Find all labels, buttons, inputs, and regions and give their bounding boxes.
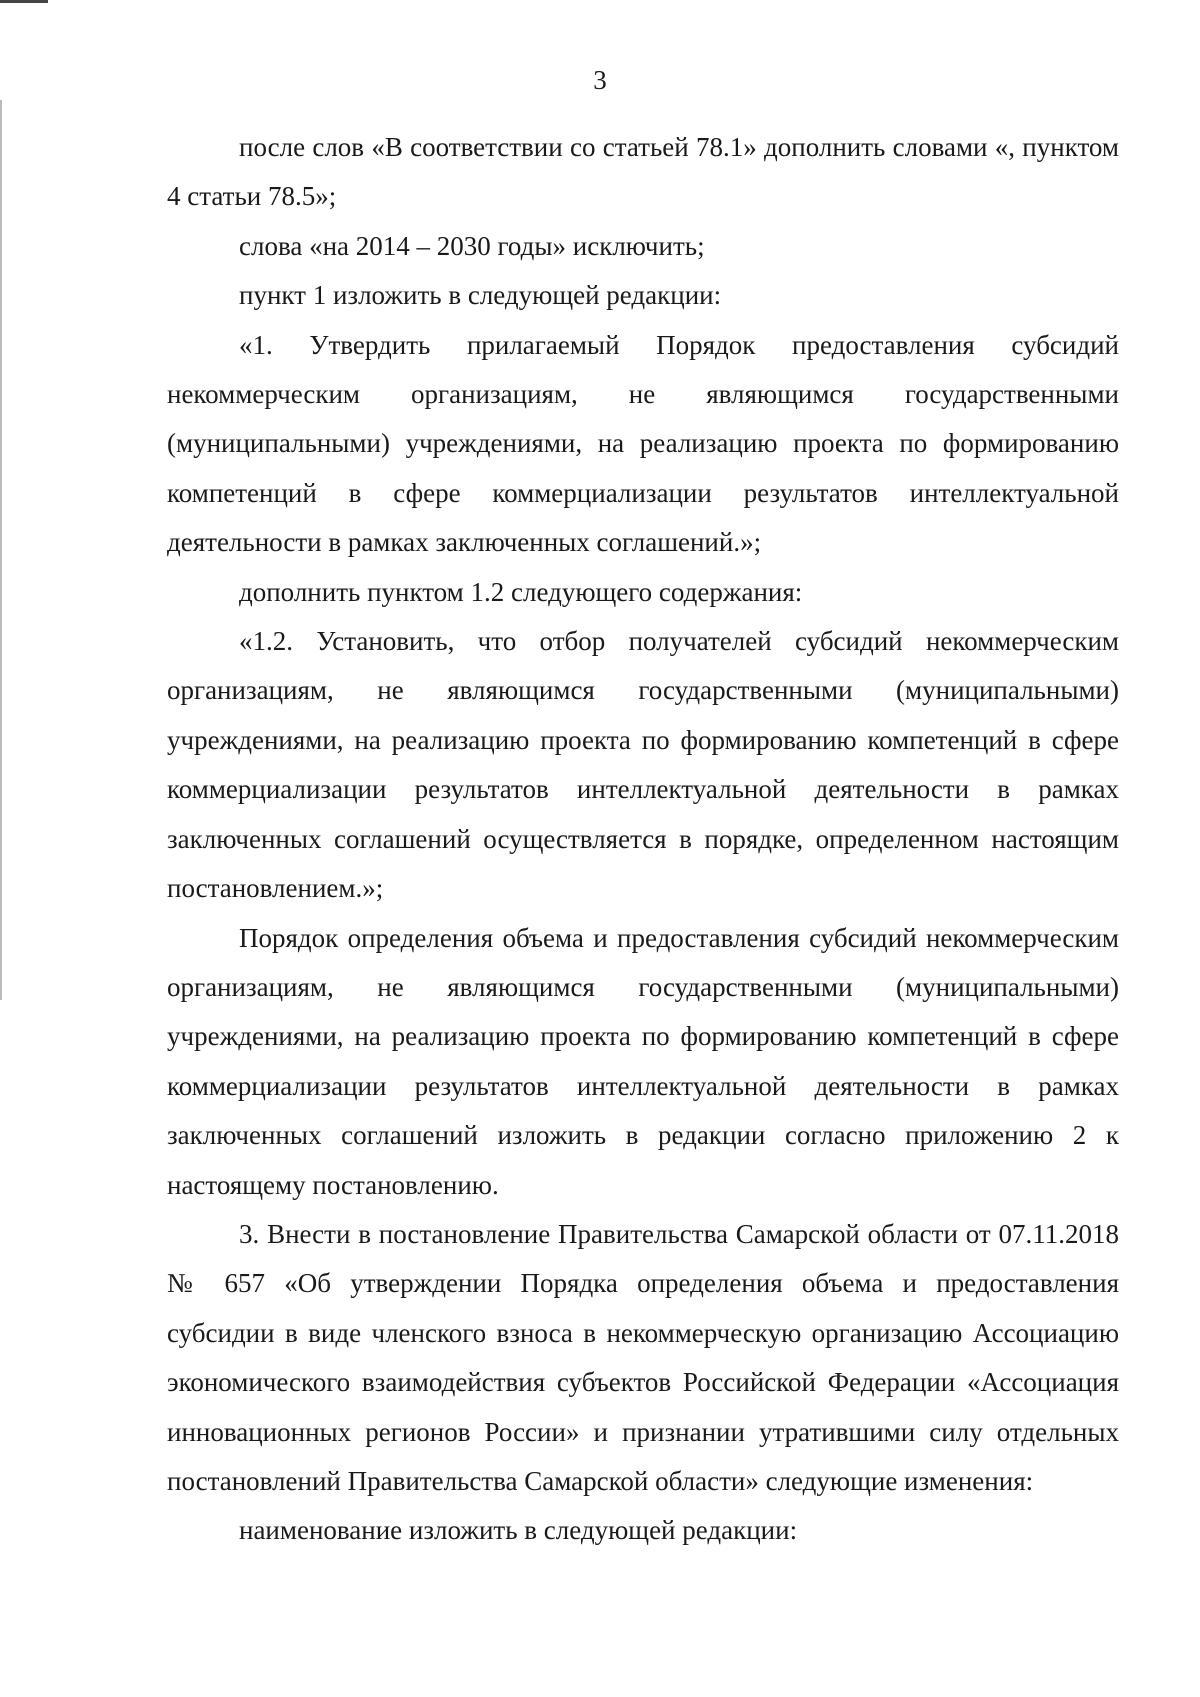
page-number: 3 [593, 65, 607, 95]
paragraph: после слов «В соответствии со статьей 78.1» дополнить словами «, пунктом 4 статьи 78.5»; [167, 132, 1119, 212]
paragraph: пункт 1 изложить в следующей редакции: [239, 280, 722, 311]
scan-artifact [0, 0, 48, 3]
paragraph: слова «на 2014 – 2030 годы» исключить; [239, 230, 705, 261]
paragraph: 3. Внести в постановление Правительства Самарской области от 07.11.2018 № 657 «Об утверждении Порядка определения объема и предоставления субсидии в виде членского взноса в некоммерческую организацию Ассоциацию экономического взаимодействия субъектов Российской Федерации «Ассоциация инновационных регионов России» и признании утратившими силу отдельных постановлений Правительства Самарской области» следующие изменения: [167, 1218, 1119, 1496]
paragraph: «1. Утвердить прилагаемый Порядок предоставления субсидий некоммерческим организациям, не являющимся государственными (муниципальными) учреждениями, на реализацию проекта по формированию компетенций в сфере коммерциализации результатов интеллектуальной деятельности в рамках заключенных соглашений.»; [167, 329, 1119, 558]
scan-artifact [0, 100, 2, 1000]
document-body [167, 123, 1119, 1556]
paragraph: «1.2. Установить, что отбор получателей субсидий некоммерческим организациям, не являющимся государственными (муниципальными) учреждениями, на реализацию проекта по формированию компетенций в сфере коммерциализации результатов интеллектуальной деятельности в рамках заключенных соглашений осуществляется в порядке, определенном настоящим постановлением.»; [167, 626, 1119, 904]
paragraph: дополнить пунктом 1.2 следующего содержания: [239, 576, 803, 607]
paragraph: наименование изложить в следующей редакции: [239, 1515, 798, 1546]
paragraph: Порядок определения объема и предоставления субсидий некоммерческим организациям, не являющимся государственными (муниципальными) учреждениями, на реализацию проекта по формированию компетенций в сфере коммерциализации результатов интеллектуальной деятельности в рамках заключенных соглашений изложить в редакции согласно приложению 2 к настоящему постановлению. [167, 922, 1119, 1200]
